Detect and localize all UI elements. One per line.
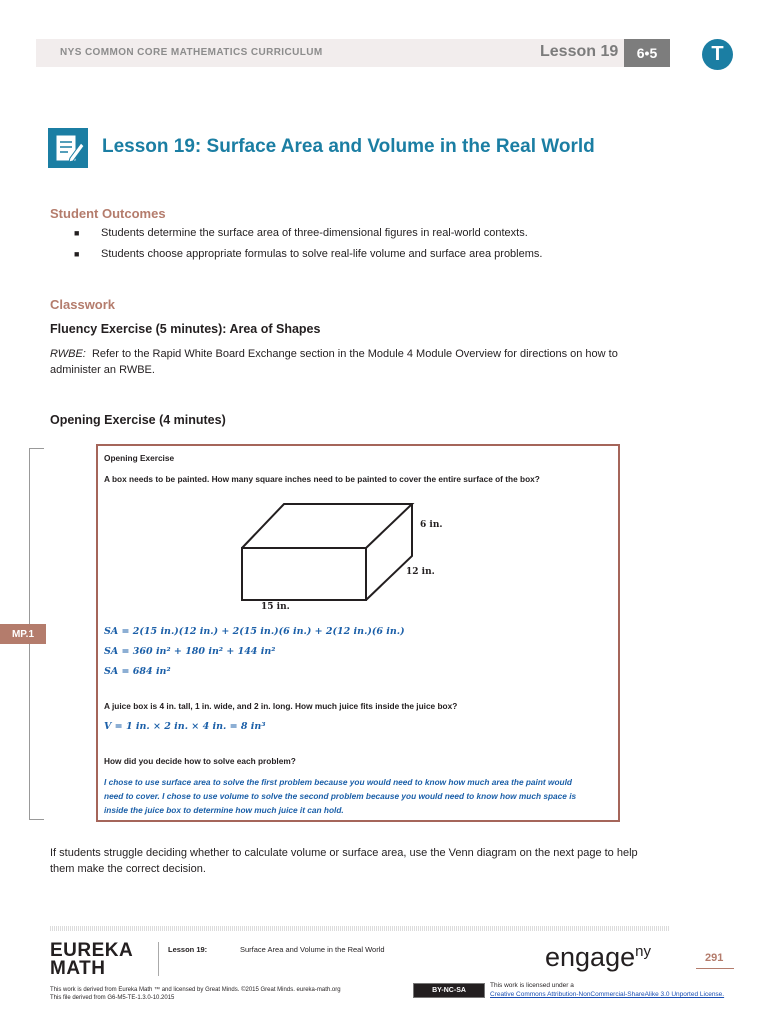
footer-lesson-title: Surface Area and Volume in the Real World [240, 945, 385, 954]
outcome-item: Students determine the surface area of three-dimensional figures in real-world contexts. [101, 227, 528, 239]
footer-divider [50, 926, 670, 931]
logo-line-2: MATH [50, 958, 106, 979]
answer-line-2: need to cover. I chose to use volume to solve the second problem because you would need to know how much space is [104, 791, 577, 801]
cc-license-badge[interactable] [413, 983, 485, 998]
opening-exercise-heading: Opening Exercise (4 minutes) [50, 413, 226, 427]
question-1: A box needs to be painted. How many square inches need to be painted to cover the entire surface of the box? [104, 474, 540, 484]
answer-line-3: inside the juice box to determine how much juice it can hold. [104, 805, 344, 815]
logo-line-1: EUREKA [50, 940, 134, 961]
grade-module-code: 6•5 [624, 39, 670, 67]
mp-tag: MP.1 [0, 624, 46, 644]
outcome-item: Students choose appropriate formulas to solve real-life volume and surface area problems. [101, 248, 543, 260]
question-2: A juice box is 4 in. tall, 1 in. wide, and 2 in. long. How much juice fits inside the juice box? [104, 701, 458, 711]
dimension-width: 15 in. [261, 602, 290, 612]
dimension-height: 6 in. [420, 520, 443, 530]
rwbe-paragraph [50, 348, 618, 360]
notepad-pencil-icon [48, 128, 88, 168]
cc-badge-text: BY-NC-SA [432, 987, 466, 994]
sa-terms: SA = 360 in² + 180 in² + 144 in² [104, 646, 276, 657]
box-diagram [238, 500, 418, 604]
student-outcomes-heading: Student Outcomes [50, 206, 166, 221]
answer-line-1: I chose to use surface area to solve the first problem because you would need to know how much area the paint would [104, 777, 572, 787]
page-number-rule [696, 968, 734, 969]
header-lesson: Lesson 19 [540, 43, 619, 60]
license-link[interactable]: Creative Commons Attribution-NonCommercial-ShareAlike 3.0 Unported License. [490, 991, 725, 998]
derived-line-1: This work is derived from Eureka Math ™ and licensed by Great Minds. ©2015 Great Minds. eureka-math.org [50, 987, 341, 993]
dimension-depth: 12 in. [406, 567, 435, 577]
exercise-label: Opening Exercise [104, 453, 175, 463]
curriculum-label: NYS COMMON CORE MATHEMATICS CURRICULUM [60, 47, 323, 58]
engage-sup: ny [635, 943, 651, 960]
derived-line-2: This file derived from G6-M5-TE-1.3.0-10.2015 [50, 995, 175, 1001]
sa-formula: SA = 2(15 in.)(12 in.) + 2(15 in.)(6 in.) + 2(12 in.)(6 in.) [104, 626, 405, 637]
fluency-heading: Fluency Exercise (5 minutes): Area of Shapes [50, 322, 321, 336]
engageny-logo [545, 942, 651, 973]
page-number: 291 [705, 952, 724, 964]
closing-line-2: them make the correct decision. [50, 863, 206, 875]
page-title: Lesson 19: Surface Area and Volume in the Real World [102, 136, 595, 157]
footer-separator [158, 942, 159, 976]
footer-lesson-label: Lesson 19: [168, 945, 208, 954]
teacher-badge: T [702, 39, 733, 70]
sa-result: SA = 684 in² [104, 666, 171, 677]
bullet-icon: ■ [74, 249, 80, 259]
license-line-1: This work is licensed under a [490, 982, 574, 989]
rwbe-line-1: Refer to the Rapid White Board Exchange section in the Module 4 Module Overview for directions on how to [91, 348, 618, 360]
classwork-heading: Classwork [50, 297, 116, 312]
eureka-math-logo [50, 942, 133, 978]
rwbe-line-2: administer an RWBE. [50, 364, 155, 376]
engage-text: engage [545, 942, 636, 972]
rwbe-label: RWBE: [50, 348, 86, 360]
closing-line-1: If students struggle deciding whether to calculate volume or surface area, use the Venn diagram on the next page to help [50, 847, 638, 859]
question-3: How did you decide how to solve each problem? [104, 756, 296, 766]
volume-result: V = 1 in. × 2 in. × 4 in. = 8 in³ [104, 721, 266, 732]
bullet-icon: ■ [74, 228, 80, 238]
